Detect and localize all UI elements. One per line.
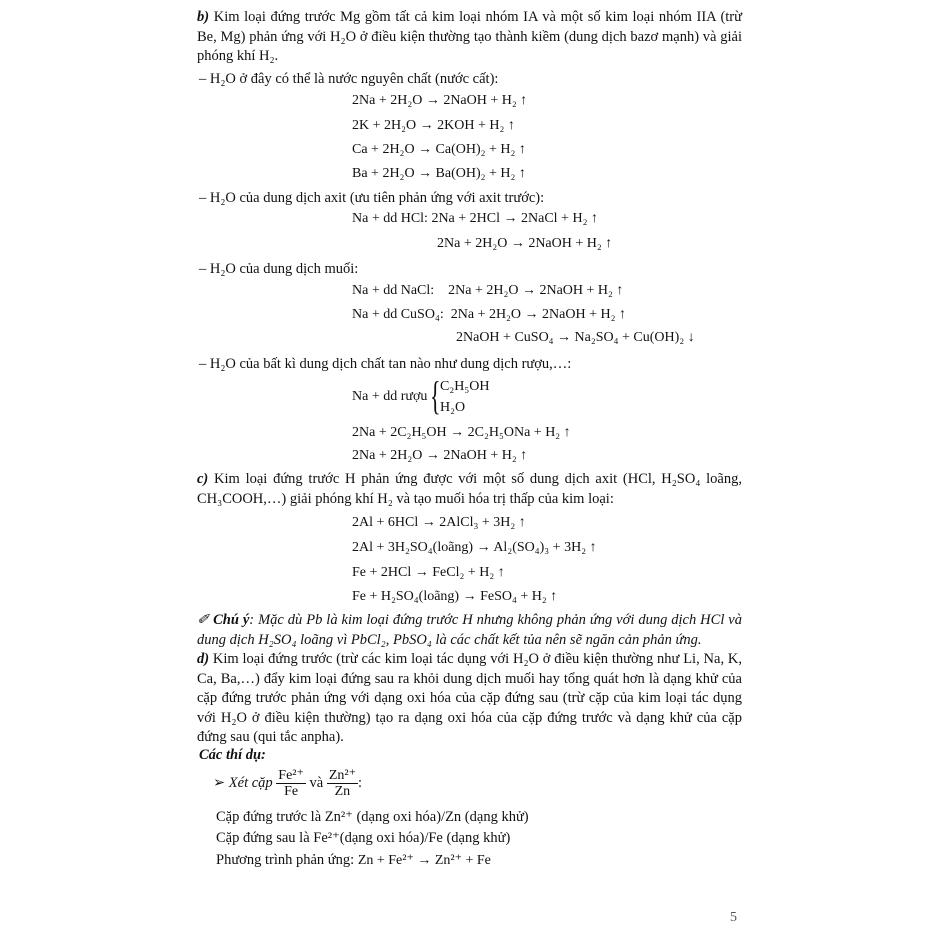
- section-c-paragraph: [197, 470, 742, 509]
- bullet-any-solution: – H₂O của bất kì dung dịch chất tan nào như dung dịch rượu,…:: [199, 356, 572, 372]
- fraction-fe: [276, 768, 306, 799]
- note-label: Chú ý: [213, 612, 250, 628]
- brace-top: C₂H₅OH: [440, 379, 490, 394]
- equation: 2NaOH + CuSO₄ → Na₂SO₄ + Cu(OH)₂ ↓: [456, 330, 695, 345]
- fraction-denominator: Zn: [334, 784, 351, 799]
- equation: Na + dd CuSO₄: 2Na + 2H₂O → 2NaOH + H₂ ↑: [352, 307, 626, 322]
- pair-before-line: Cặp đứng trước là Zn²⁺ (dạng oxi hóa)/Zn (dạng khử): [216, 809, 529, 825]
- section-b-label: b): [197, 9, 210, 25]
- fraction-denominator: Fe: [284, 784, 299, 799]
- left-brace: {: [430, 373, 441, 418]
- equation: Na + dd rượu: [352, 389, 428, 404]
- reaction-line: [216, 851, 491, 870]
- equation: 2Al + 3H₂SO₄(loãng) → Al₂(SO₄)₃ + 3H₂ ↑: [352, 540, 597, 555]
- equation: Fe + H₂SO₄(loãng) → FeSO₄ + H₂ ↑: [352, 589, 558, 604]
- fraction-zn: [327, 768, 358, 799]
- arrow-bullet-icon: ➢: [213, 774, 226, 791]
- page-number: 5: [730, 910, 737, 925]
- bullet-salt-water: – H₂O của dung dịch muối:: [199, 261, 359, 277]
- and-word: và: [309, 774, 324, 791]
- brace-bottom: H₂O: [440, 400, 466, 415]
- fraction-numerator: Fe²⁺: [278, 768, 304, 783]
- reaction-label: Phương trình phản ứng:: [216, 852, 355, 868]
- section-d-paragraph: [197, 650, 742, 748]
- pencil-icon: ✐: [197, 612, 210, 628]
- equation: Na + dd HCl: 2Na + 2HCl → 2NaCl + H₂ ↑: [352, 211, 598, 226]
- bullet-pure-water: – H₂O ở đây có thể là nước nguyên chất (nước cất):: [199, 71, 499, 87]
- examples-heading: Các thí dụ:: [199, 747, 266, 763]
- equation: Ca + 2H₂O → Ca(OH)₂ + H₂ ↑: [352, 142, 526, 157]
- note-paragraph: [197, 611, 742, 650]
- equation: 2Na + 2H₂O → 2NaOH + H₂ ↑: [437, 236, 613, 251]
- bullet-acid-water: – H₂O của dung dịch axit (ưu tiên phản ứng với axit trước):: [199, 190, 545, 206]
- pair-label: Xét cặp: [228, 774, 273, 791]
- section-b-text: Kim loại đứng trước Mg gồm tất cả kim loại nhóm IA và một số kim loại nhóm IIA (trừ Be, Mg) phản ứng với H₂O ở điều kiện thường tạo thành kiềm (dung dịch bazơ mạnh) và giải phóng khí H₂.: [197, 9, 742, 64]
- equation: Na + dd NaCl: 2Na + 2H₂O → 2NaOH + H₂ ↑: [352, 283, 624, 298]
- section-c-text: Kim loại đứng trước H phản ứng được với một số dung dịch axit (HCl, H₂SO₄ loãng, CH₃COOH,…) giải phóng khí H₂ và tạo muối hóa trị thấp của kim loại:: [197, 471, 742, 507]
- equation: 2Na + 2H₂O → 2NaOH + H₂ ↑: [352, 448, 528, 463]
- equation: 2Na + 2H₂O → 2NaOH + H₂ ↑: [352, 93, 528, 108]
- pair-row: [213, 768, 362, 799]
- fraction-numerator: Zn²⁺: [328, 768, 356, 783]
- colon: :: [357, 774, 362, 791]
- section-d-text: Kim loại đứng trước (trừ các kim loại tác dụng với H₂O ở điều kiện thường như Li, Na, K, Ca, Ba,…) đẩy kim loại đứng sau ra khỏi dung dịch muối hay tổng quát hơn là dạng khử của cặp đứng trước phản ứng với dạng oxi hóa của cặp đứng sau (trừ cặp của kim loại tác dụng với H₂O ở điều kiện thường) tạo ra dạng oxi hóa của cặp đứng trước và dạng khử của cặp đứng sau (qui tắc anpha).: [197, 651, 742, 745]
- reaction-equation: Zn + Fe²⁺ → Zn²⁺ + Fe: [357, 853, 491, 868]
- section-b-paragraph: [197, 8, 742, 67]
- equation: 2Na + 2C₂H₅OH → 2C₂H₅ONa + H₂ ↑: [352, 425, 571, 440]
- equation: 2K + 2H₂O → 2KOH + H₂ ↑: [352, 118, 515, 133]
- equation: 2Al + 6HCl → 2AlCl₃ + 3H₂ ↑: [352, 515, 526, 530]
- equation: Ba + 2H₂O → Ba(OH)₂ + H₂ ↑: [352, 166, 526, 181]
- section-d-label: d): [197, 651, 210, 667]
- section-c-label: c): [197, 471, 209, 487]
- equation: Fe + 2HCl → FeCl₂ + H₂ ↑: [352, 565, 505, 580]
- pair-after-line: Cặp đứng sau là Fe²⁺(dạng oxi hóa)/Fe (dạng khử): [216, 830, 511, 846]
- note-text: : Mặc dù Pb là kim loại đứng trước H nhưng không phản ứng với dung dịch HCl và dung dịch H₂SO₄ loãng vì PbCl₂, PbSO₄ là các chất kết tủa nên sẽ ngăn cản phản ứng.: [197, 612, 742, 648]
